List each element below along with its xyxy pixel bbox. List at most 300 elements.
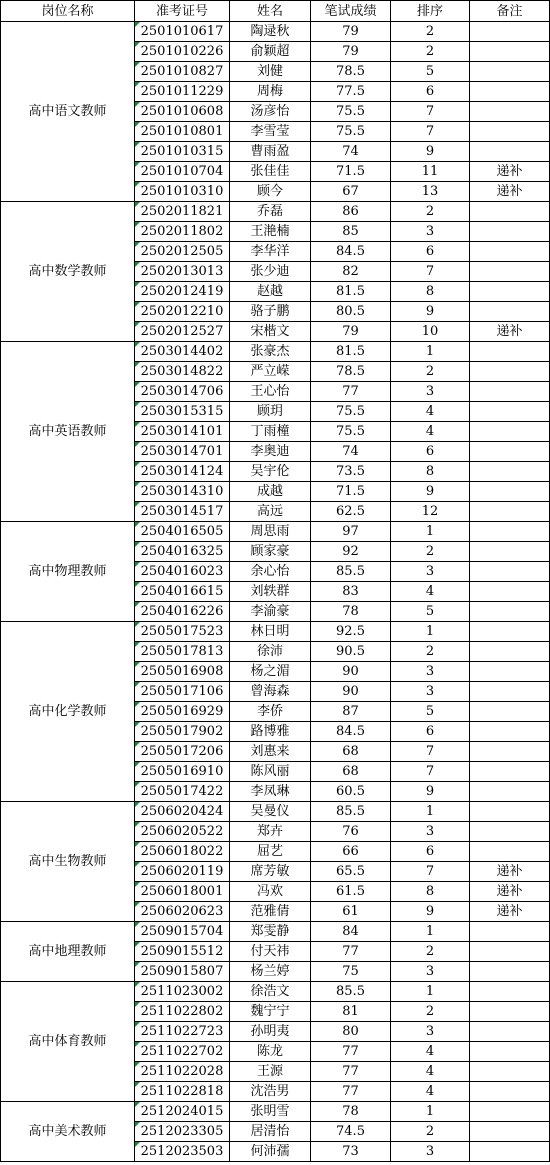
rank-cell: 3 — [391, 1142, 470, 1162]
name-cell: 徐浩文 — [230, 982, 311, 1002]
rank-cell: 13 — [391, 182, 470, 202]
name-cell: 陈风丽 — [230, 762, 311, 782]
score-cell: 90.5 — [311, 642, 391, 662]
name-cell: 李凤琳 — [230, 782, 311, 802]
exam-id-cell: 2503014124 — [135, 462, 230, 482]
exam-id-cell: 2505016929 — [135, 702, 230, 722]
note-cell — [470, 842, 550, 862]
name-cell: 路博雅 — [230, 722, 311, 742]
exam-id-cell: 2511022028 — [135, 1062, 230, 1082]
rank-cell: 1 — [391, 1102, 470, 1122]
name-cell: 严立嵘 — [230, 362, 311, 382]
exam-id-cell: 2505016908 — [135, 662, 230, 682]
score-cell: 65.5 — [311, 862, 391, 882]
note-cell — [470, 122, 550, 142]
exam-id-cell: 2512023305 — [135, 1122, 230, 1142]
name-cell: 汤彦怡 — [230, 102, 311, 122]
rank-cell: 2 — [391, 1122, 470, 1142]
exam-id-cell: 2503014706 — [135, 382, 230, 402]
rank-cell: 6 — [391, 722, 470, 742]
score-cell: 77.5 — [311, 82, 391, 102]
position-cell: 高中体育教师 — [1, 982, 135, 1102]
score-cell: 84 — [311, 922, 391, 942]
header-exam-id: 准考证号 — [135, 1, 230, 22]
note-cell — [470, 302, 550, 322]
rank-cell: 9 — [391, 142, 470, 162]
note-cell — [470, 1082, 550, 1102]
score-cell: 78 — [311, 602, 391, 622]
note-cell — [470, 282, 550, 302]
rank-cell: 9 — [391, 902, 470, 922]
note-cell — [470, 1122, 550, 1142]
rank-cell: 7 — [391, 122, 470, 142]
exam-id-cell: 2501010310 — [135, 182, 230, 202]
score-cell: 68 — [311, 742, 391, 762]
score-cell: 84.5 — [311, 242, 391, 262]
rank-cell: 12 — [391, 502, 470, 522]
score-cell: 74 — [311, 142, 391, 162]
exam-id-cell: 2505017206 — [135, 742, 230, 762]
score-cell: 77 — [311, 382, 391, 402]
exam-id-cell: 2504016226 — [135, 602, 230, 622]
position-cell: 高中化学教师 — [1, 622, 135, 802]
name-cell: 屈艺 — [230, 842, 311, 862]
position-cell: 高中英语教师 — [1, 342, 135, 522]
exam-id-cell: 2501010704 — [135, 162, 230, 182]
exam-id-cell: 2501010608 — [135, 102, 230, 122]
score-cell: 81.5 — [311, 282, 391, 302]
exam-id-cell: 2504016615 — [135, 582, 230, 602]
name-cell: 李侨 — [230, 702, 311, 722]
name-cell: 孙明夷 — [230, 1022, 311, 1042]
rank-cell: 3 — [391, 382, 470, 402]
note-cell: 递补 — [470, 162, 550, 182]
note-cell — [470, 702, 550, 722]
name-cell: 俞颖超 — [230, 42, 311, 62]
exam-id-cell: 2505016910 — [135, 762, 230, 782]
exam-id-cell: 2501010226 — [135, 42, 230, 62]
rank-cell: 1 — [391, 342, 470, 362]
exam-id-cell: 2512023503 — [135, 1142, 230, 1162]
rank-cell: 7 — [391, 742, 470, 762]
name-cell: 李雪莹 — [230, 122, 311, 142]
position-cell: 高中地理教师 — [1, 922, 135, 982]
note-cell — [470, 622, 550, 642]
name-cell: 张明雪 — [230, 1102, 311, 1122]
name-cell: 何沛孺 — [230, 1142, 311, 1162]
note-cell — [470, 242, 550, 262]
note-cell — [470, 1002, 550, 1022]
note-cell — [470, 562, 550, 582]
rank-cell: 2 — [391, 202, 470, 222]
name-cell: 张少迪 — [230, 262, 311, 282]
rank-cell: 7 — [391, 262, 470, 282]
exam-id-cell: 2509015704 — [135, 922, 230, 942]
exam-id-cell: 2511022818 — [135, 1082, 230, 1102]
exam-id-cell: 2503014517 — [135, 502, 230, 522]
note-cell — [470, 582, 550, 602]
exam-id-cell: 2511022702 — [135, 1042, 230, 1062]
name-cell: 宋楷文 — [230, 322, 311, 342]
score-cell: 75.5 — [311, 402, 391, 422]
header-row — [1, 1, 550, 22]
score-cell: 60.5 — [311, 782, 391, 802]
score-cell: 78.5 — [311, 62, 391, 82]
header-position: 岗位名称 — [1, 1, 135, 22]
exam-id-cell: 2504016505 — [135, 522, 230, 542]
score-cell: 71.5 — [311, 162, 391, 182]
name-cell: 余心怡 — [230, 562, 311, 582]
rank-cell: 6 — [391, 242, 470, 262]
exam-id-cell: 2505017813 — [135, 642, 230, 662]
exam-id-cell: 2506018001 — [135, 882, 230, 902]
name-cell: 丁雨橦 — [230, 422, 311, 442]
exam-id-cell: 2506020522 — [135, 822, 230, 842]
exam-id-cell: 2502012210 — [135, 302, 230, 322]
rank-cell: 2 — [391, 362, 470, 382]
note-cell — [470, 742, 550, 762]
score-cell: 77 — [311, 1062, 391, 1082]
exam-id-cell: 2503014402 — [135, 342, 230, 362]
rank-cell: 9 — [391, 302, 470, 322]
score-cell: 83 — [311, 582, 391, 602]
score-cell: 77 — [311, 1042, 391, 1062]
name-cell: 曹雨盈 — [230, 142, 311, 162]
name-cell: 曾海森 — [230, 682, 311, 702]
score-cell: 81 — [311, 1002, 391, 1022]
rank-cell: 1 — [391, 622, 470, 642]
note-cell — [470, 782, 550, 802]
rank-cell: 5 — [391, 62, 470, 82]
exam-id-cell: 2505017902 — [135, 722, 230, 742]
rank-cell: 11 — [391, 162, 470, 182]
name-cell: 席芳敏 — [230, 862, 311, 882]
note-cell — [470, 822, 550, 842]
score-cell: 74.5 — [311, 1122, 391, 1142]
name-cell: 冯欢 — [230, 882, 311, 902]
name-cell: 沈浩男 — [230, 1082, 311, 1102]
name-cell: 高远 — [230, 502, 311, 522]
exam-id-cell: 2504016023 — [135, 562, 230, 582]
exam-id-cell: 2512024015 — [135, 1102, 230, 1122]
rank-cell: 2 — [391, 942, 470, 962]
rank-cell: 6 — [391, 82, 470, 102]
note-cell — [470, 642, 550, 662]
score-cell: 61.5 — [311, 882, 391, 902]
rank-cell: 9 — [391, 482, 470, 502]
score-cell: 85.5 — [311, 562, 391, 582]
rank-cell: 4 — [391, 582, 470, 602]
name-cell: 林日明 — [230, 622, 311, 642]
table-row — [1, 922, 550, 942]
header-name: 姓名 — [230, 1, 311, 22]
score-cell: 62.5 — [311, 502, 391, 522]
score-cell: 81.5 — [311, 342, 391, 362]
score-cell: 80.5 — [311, 302, 391, 322]
rank-cell: 3 — [391, 662, 470, 682]
exam-id-cell: 2506020424 — [135, 802, 230, 822]
name-cell: 周梅 — [230, 82, 311, 102]
name-cell: 王源 — [230, 1062, 311, 1082]
name-cell: 范雅倩 — [230, 902, 311, 922]
note-cell — [470, 1062, 550, 1082]
exam-id-cell: 2505017422 — [135, 782, 230, 802]
note-cell — [470, 1102, 550, 1122]
name-cell: 吴曼仪 — [230, 802, 311, 822]
score-cell: 79 — [311, 322, 391, 342]
score-cell: 74 — [311, 442, 391, 462]
note-cell — [470, 42, 550, 62]
score-cell: 79 — [311, 42, 391, 62]
score-cell: 66 — [311, 842, 391, 862]
rank-cell: 4 — [391, 422, 470, 442]
note-cell — [470, 442, 550, 462]
score-cell: 92 — [311, 542, 391, 562]
rank-cell: 5 — [391, 702, 470, 722]
name-cell: 郑卉 — [230, 822, 311, 842]
name-cell: 顾玥 — [230, 402, 311, 422]
note-cell — [470, 202, 550, 222]
name-cell: 李渝豪 — [230, 602, 311, 622]
name-cell: 李奥迪 — [230, 442, 311, 462]
rank-cell: 1 — [391, 922, 470, 942]
name-cell: 陶逯秋 — [230, 22, 311, 42]
name-cell: 顾今 — [230, 182, 311, 202]
rank-cell: 1 — [391, 802, 470, 822]
rank-cell: 8 — [391, 882, 470, 902]
exam-id-cell: 2501010827 — [135, 62, 230, 82]
name-cell: 张豪杰 — [230, 342, 311, 362]
name-cell: 骆子鹏 — [230, 302, 311, 322]
name-cell: 付天祎 — [230, 942, 311, 962]
rank-cell: 2 — [391, 642, 470, 662]
header-score: 笔试成绩 — [311, 1, 391, 22]
table-row — [1, 342, 550, 362]
note-cell — [470, 482, 550, 502]
rank-cell: 7 — [391, 762, 470, 782]
note-cell: 递补 — [470, 862, 550, 882]
rank-cell: 3 — [391, 822, 470, 842]
rank-cell: 1 — [391, 982, 470, 1002]
note-cell — [470, 982, 550, 1002]
rank-cell: 2 — [391, 22, 470, 42]
name-cell: 居清怡 — [230, 1122, 311, 1142]
name-cell: 王滟楠 — [230, 222, 311, 242]
table-row — [1, 202, 550, 222]
score-cell: 85.5 — [311, 982, 391, 1002]
table-body — [1, 22, 550, 1162]
score-cell: 90 — [311, 662, 391, 682]
name-cell: 陈龙 — [230, 1042, 311, 1062]
note-cell — [470, 942, 550, 962]
score-cell: 90 — [311, 682, 391, 702]
table-row — [1, 622, 550, 642]
name-cell: 徐沛 — [230, 642, 311, 662]
note-cell — [470, 602, 550, 622]
rank-cell: 7 — [391, 102, 470, 122]
name-cell: 魏宁宁 — [230, 1002, 311, 1022]
note-cell: 递补 — [470, 902, 550, 922]
score-cell: 75.5 — [311, 422, 391, 442]
score-cell: 61 — [311, 902, 391, 922]
score-cell: 76 — [311, 822, 391, 842]
note-cell — [470, 222, 550, 242]
score-cell: 78.5 — [311, 362, 391, 382]
exam-id-cell: 2511022802 — [135, 1002, 230, 1022]
exam-id-cell: 2503014310 — [135, 482, 230, 502]
name-cell: 刘惠来 — [230, 742, 311, 762]
note-cell — [470, 722, 550, 742]
name-cell: 李华洋 — [230, 242, 311, 262]
note-cell — [470, 1142, 550, 1162]
note-cell — [470, 802, 550, 822]
rank-cell: 2 — [391, 1002, 470, 1022]
score-cell: 68 — [311, 762, 391, 782]
note-cell — [470, 62, 550, 82]
rank-cell: 10 — [391, 322, 470, 342]
rank-cell: 3 — [391, 222, 470, 242]
score-cell: 71.5 — [311, 482, 391, 502]
note-cell — [470, 662, 550, 682]
rank-cell: 7 — [391, 862, 470, 882]
score-cell: 97 — [311, 522, 391, 542]
score-cell: 73.5 — [311, 462, 391, 482]
rank-cell: 2 — [391, 42, 470, 62]
score-cell: 73 — [311, 1142, 391, 1162]
exam-id-cell: 2506018022 — [135, 842, 230, 862]
exam-id-cell: 2503014101 — [135, 422, 230, 442]
exam-id-cell: 2503015315 — [135, 402, 230, 422]
note-cell — [470, 502, 550, 522]
name-cell: 赵越 — [230, 282, 311, 302]
name-cell: 刘健 — [230, 62, 311, 82]
note-cell — [470, 682, 550, 702]
note-cell: 递补 — [470, 882, 550, 902]
exam-id-cell: 2511023002 — [135, 982, 230, 1002]
score-cell: 75 — [311, 962, 391, 982]
exam-id-cell: 2509015512 — [135, 942, 230, 962]
rank-cell: 4 — [391, 1082, 470, 1102]
header-note: 备注 — [470, 1, 550, 22]
score-cell: 92.5 — [311, 622, 391, 642]
note-cell — [470, 962, 550, 982]
score-cell: 75.5 — [311, 102, 391, 122]
name-cell: 成越 — [230, 482, 311, 502]
score-cell: 87 — [311, 702, 391, 722]
rank-cell: 8 — [391, 282, 470, 302]
exam-id-cell: 2509015807 — [135, 962, 230, 982]
note-cell — [470, 762, 550, 782]
rank-cell: 9 — [391, 782, 470, 802]
note-cell — [470, 1042, 550, 1062]
rank-cell: 1 — [391, 522, 470, 542]
exam-id-cell: 2511022723 — [135, 1022, 230, 1042]
exam-id-cell: 2503014701 — [135, 442, 230, 462]
exam-id-cell: 2502012527 — [135, 322, 230, 342]
note-cell — [470, 82, 550, 102]
note-cell — [470, 1022, 550, 1042]
name-cell: 张佳佳 — [230, 162, 311, 182]
name-cell: 郑雯静 — [230, 922, 311, 942]
name-cell: 顾家豪 — [230, 542, 311, 562]
rank-cell: 4 — [391, 1062, 470, 1082]
exam-id-cell: 2502011821 — [135, 202, 230, 222]
note-cell — [470, 142, 550, 162]
score-cell: 82 — [311, 262, 391, 282]
note-cell — [470, 462, 550, 482]
rank-cell: 6 — [391, 442, 470, 462]
rank-cell: 3 — [391, 1022, 470, 1042]
name-cell: 周思雨 — [230, 522, 311, 542]
rank-cell: 4 — [391, 1042, 470, 1062]
table-row — [1, 522, 550, 542]
name-cell: 刘轶群 — [230, 582, 311, 602]
exam-id-cell: 2502012505 — [135, 242, 230, 262]
rank-cell: 3 — [391, 682, 470, 702]
note-cell — [470, 22, 550, 42]
table-row — [1, 1102, 550, 1122]
score-cell: 67 — [311, 182, 391, 202]
rank-cell: 3 — [391, 562, 470, 582]
exam-id-cell: 2501010617 — [135, 22, 230, 42]
score-cell: 77 — [311, 942, 391, 962]
note-cell — [470, 102, 550, 122]
rank-cell: 5 — [391, 602, 470, 622]
note-cell — [470, 402, 550, 422]
score-cell: 77 — [311, 1082, 391, 1102]
exam-id-cell: 2501010801 — [135, 122, 230, 142]
exam-id-cell: 2506020119 — [135, 862, 230, 882]
score-cell: 75.5 — [311, 122, 391, 142]
score-cell: 86 — [311, 202, 391, 222]
rank-cell: 4 — [391, 402, 470, 422]
note-cell — [470, 922, 550, 942]
exam-id-cell: 2502012419 — [135, 282, 230, 302]
name-cell: 杨兰婷 — [230, 962, 311, 982]
exam-id-cell: 2502011802 — [135, 222, 230, 242]
table-row — [1, 22, 550, 42]
rank-cell: 6 — [391, 842, 470, 862]
note-cell: 递补 — [470, 182, 550, 202]
score-cell: 85 — [311, 222, 391, 242]
name-cell: 王心怡 — [230, 382, 311, 402]
name-cell: 乔磊 — [230, 202, 311, 222]
exam-id-cell: 2504016325 — [135, 542, 230, 562]
exam-id-cell: 2503014822 — [135, 362, 230, 382]
exam-id-cell: 2505017106 — [135, 682, 230, 702]
position-cell: 高中数学教师 — [1, 202, 135, 342]
name-cell: 杨之湄 — [230, 662, 311, 682]
name-cell: 吴宇伦 — [230, 462, 311, 482]
rank-cell: 2 — [391, 542, 470, 562]
table-row — [1, 982, 550, 1002]
position-cell: 高中语文教师 — [1, 22, 135, 202]
score-cell: 84.5 — [311, 722, 391, 742]
rank-cell: 3 — [391, 962, 470, 982]
exam-id-cell: 2501011229 — [135, 82, 230, 102]
note-cell — [470, 342, 550, 362]
header-rank: 排序 — [391, 1, 470, 22]
note-cell — [470, 262, 550, 282]
exam-id-cell: 2501010315 — [135, 142, 230, 162]
score-cell: 79 — [311, 22, 391, 42]
note-cell: 递补 — [470, 322, 550, 342]
table-row — [1, 802, 550, 822]
rank-cell: 8 — [391, 462, 470, 482]
table-header — [1, 1, 550, 22]
position-cell: 高中生物教师 — [1, 802, 135, 922]
score-cell: 85.5 — [311, 802, 391, 822]
